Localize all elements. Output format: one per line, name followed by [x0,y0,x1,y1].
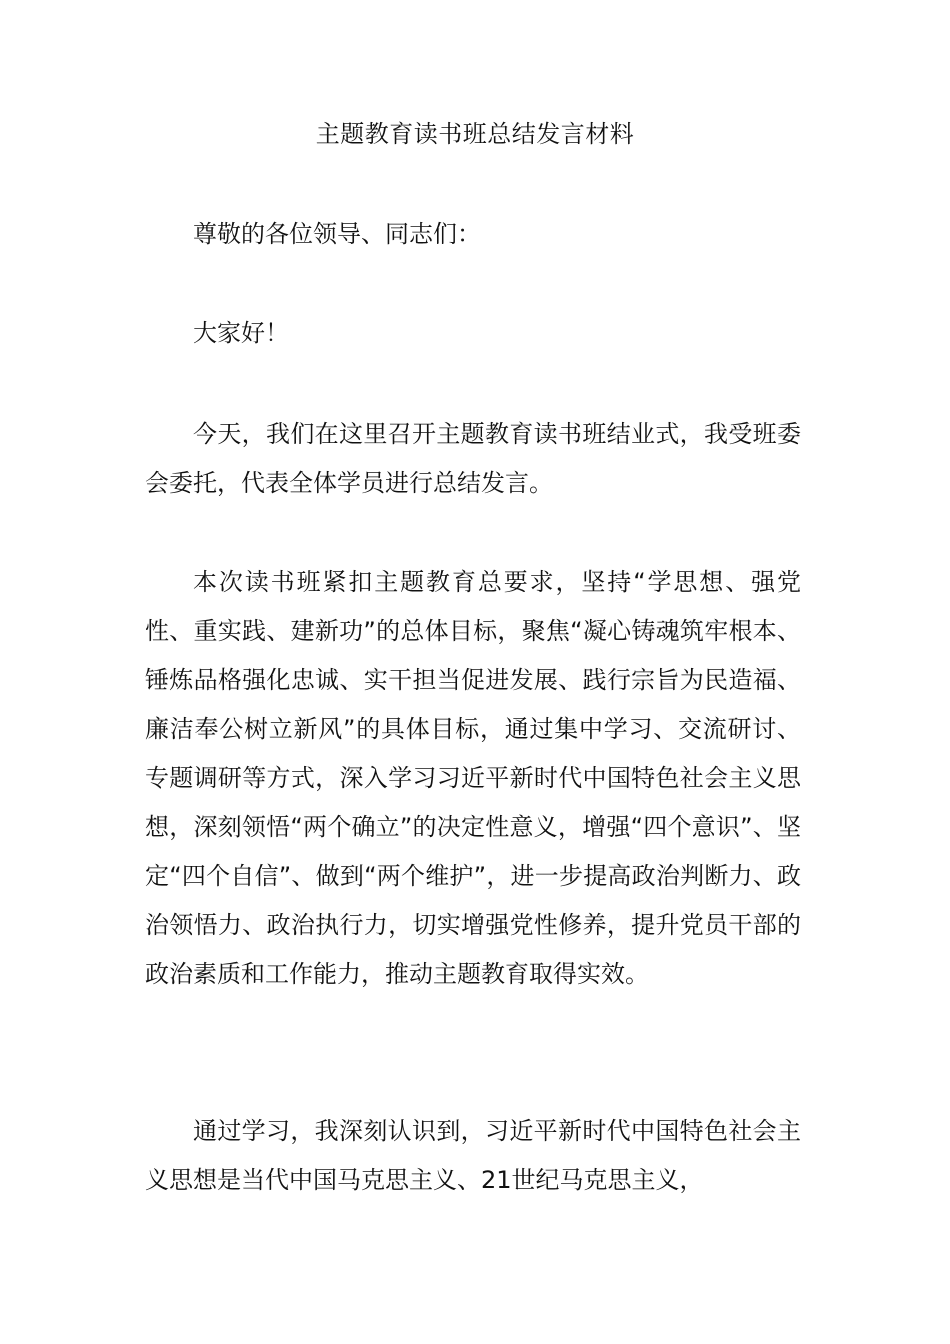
body-paragraph: 通过学习，我深刻认识到，习近平新时代中国特色社会主义思想是当代中国马克思主义、21世纪马克思主义， [145,1117,801,1194]
greeting-paragraph: 大家好！ [193,319,289,347]
body-paragraph: 本次读书班紧扣主题教育总要求，坚持“学思想、强党性、重实践、建新功”的总体目标，聚焦“凝心铸魂筑牢根本、锤炼品格强化忠诚、实干担当促进发展、践行宗旨为民造福、廉洁奉公树立新风”的具体目标，通过集中学习、交流研讨、专题调研等方式，深入学习习近平新时代中国特色社会主义思想，深刻领悟“两个确立”的决定性意义，增强“四个意识”、坚定“四个自信”、做到“两个维护”，进一步提高政治判断力、政治领悟力、政治执行力，切实增强党性修养，提升党员干部的政治素质和工作能力，推动主题教育取得实效。 [145,568,801,988]
document-title: 主题教育读书班总结发言材料 [315,120,635,148]
opening-paragraph: 今天，我们在这里召开主题教育读书班结业式，我受班委会委托，代表全体学员进行总结发言。 [145,420,801,497]
salutation-paragraph: 尊敬的各位领导、同志们： [193,220,481,248]
